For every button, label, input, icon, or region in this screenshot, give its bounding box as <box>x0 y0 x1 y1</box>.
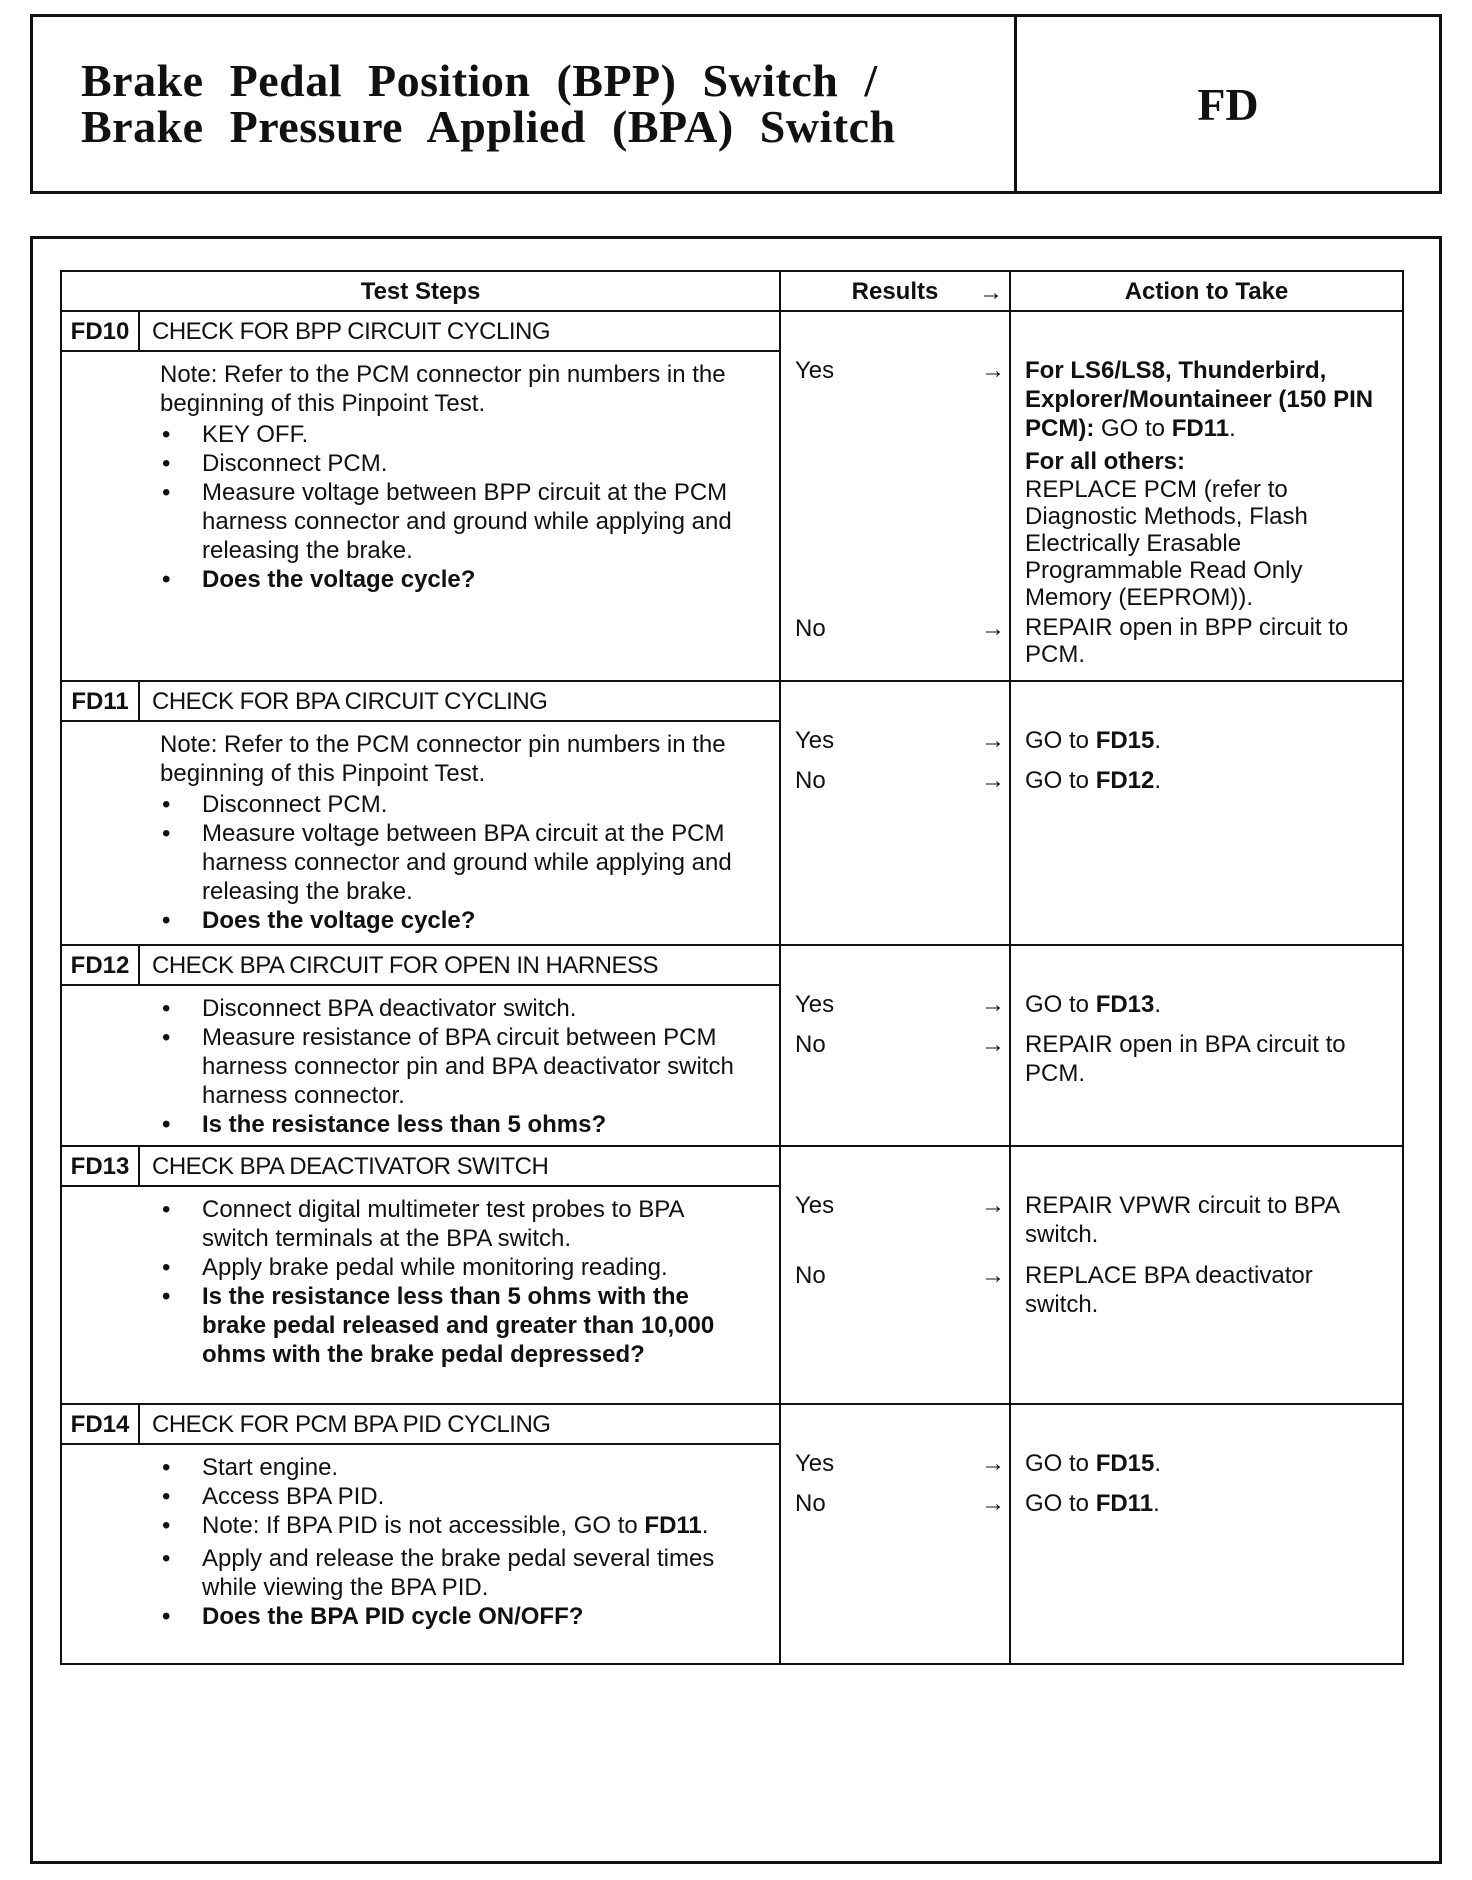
result-yes-label: Yes <box>795 357 835 384</box>
step-question: • Is the resistance less than 5 ohms with the brake pedal released and greater than 10,000 ohms with the brake pedal depressed? <box>160 1282 739 1369</box>
result-cell-fd14 <box>780 1404 1010 1664</box>
step-question: • Does the voltage cycle? <box>160 565 739 594</box>
action-no <box>1025 766 1378 795</box>
step-cell-fd13 <box>61 1146 780 1404</box>
action-no-text: GO to <box>1025 1490 1096 1517</box>
table-row <box>61 1404 1403 1664</box>
step-header <box>62 1405 779 1445</box>
note-end: . <box>701 1512 709 1539</box>
arrow-icon: → <box>981 1031 1005 1058</box>
result-yes-label: Yes <box>795 1192 835 1219</box>
step-question: • Is the resistance less than 5 ohms? <box>160 1110 739 1139</box>
result-no <box>781 1489 1009 1519</box>
page-title-line-2: Brake Pressure Applied (BPA) Switch <box>81 101 896 152</box>
title-area <box>33 17 1017 191</box>
step-bullets <box>160 420 739 594</box>
test-steps-table <box>60 270 1404 1665</box>
action-no-text: GO to <box>1025 767 1096 794</box>
table-row <box>61 1146 1403 1404</box>
table-row <box>61 945 1403 1146</box>
action-yes-text: GO to <box>1025 991 1096 1018</box>
step-header <box>62 946 779 986</box>
result-cell-fd12 <box>780 945 1010 1146</box>
step-id: FD11 <box>62 682 140 720</box>
arrow-icon: → <box>981 1262 1005 1289</box>
pinpoint-test-code: FD <box>1197 78 1259 130</box>
action-cell-fd14 <box>1010 1404 1403 1664</box>
list-item: • Disconnect PCM. <box>160 449 739 478</box>
result-no-label: No <box>795 1031 826 1058</box>
action-yes-ref: FD15 <box>1095 1450 1155 1477</box>
result-cell-fd11 <box>780 681 1010 945</box>
step-title: CHECK FOR PCM BPA PID CYCLING <box>152 1410 551 1438</box>
step-body <box>62 1187 779 1375</box>
result-yes-label: Yes <box>795 1450 835 1477</box>
step-id: FD13 <box>62 1147 140 1185</box>
action-yes <box>1025 726 1378 755</box>
arrow-icon: → <box>981 357 1005 384</box>
action-no: REPLACE BPA deactivator switch. <box>1025 1262 1313 1318</box>
result-no-label: No <box>795 1262 826 1289</box>
step-note: Note: Refer to the PCM connector pin numbers in the beginning of this Pinpoint Test. <box>160 731 726 787</box>
result-no-label: No <box>795 615 826 642</box>
arrow-icon: → <box>979 279 1003 306</box>
action-no-ref: FD11 <box>1095 1490 1154 1517</box>
result-no <box>781 766 1009 796</box>
action-yes-ref: FD15 <box>1095 727 1155 754</box>
action-cell-fd11 <box>1010 681 1403 945</box>
result-yes <box>781 990 1009 1020</box>
action-yes-end: . <box>1229 415 1236 442</box>
action-cell-fd12 <box>1010 945 1403 1146</box>
step-title: CHECK FOR BPA CIRCUIT CYCLING <box>152 687 548 715</box>
result-yes <box>781 1191 1009 1221</box>
result-no <box>781 1030 1009 1060</box>
step-bullets <box>160 994 739 1139</box>
list-item: • Apply and release the brake pedal several times while viewing the BPA PID. <box>160 1544 739 1602</box>
note-text: Note: If BPA PID is not accessible, GO to <box>202 1512 645 1539</box>
result-yes-label: Yes <box>795 727 835 754</box>
table-row <box>61 681 1403 945</box>
col-header-results <box>780 271 1010 311</box>
action-cell-fd10 <box>1010 311 1403 681</box>
step-cell-fd11 <box>61 681 780 945</box>
step-bullets <box>160 790 739 935</box>
list-item: • Access BPA PID. <box>160 1482 739 1511</box>
action-yes-end: . <box>1154 727 1162 754</box>
arrow-icon: → <box>981 991 1005 1018</box>
list-item <box>160 1511 739 1540</box>
action-others-condition: For all others: <box>1025 448 1186 475</box>
step-bullets <box>160 1453 739 1631</box>
step-id: FD14 <box>62 1405 140 1443</box>
step-bullets <box>160 1195 739 1369</box>
table-header-row <box>61 271 1403 311</box>
result-no-label: No <box>795 1490 826 1517</box>
step-id: FD10 <box>62 312 140 350</box>
arrow-icon: → <box>981 1192 1005 1219</box>
result-cell-fd13 <box>780 1146 1010 1404</box>
table-row <box>61 311 1403 681</box>
list-item: • Measure voltage between BPP circuit at the PCM harness connector and ground while applying and releasing the brake. <box>160 478 739 565</box>
page-title-line-1: Brake Pedal Position (BPP) Switch / <box>81 55 878 106</box>
action-yes-ref: FD13 <box>1095 991 1155 1018</box>
action-yes-text: GO to <box>1094 415 1172 442</box>
action-yes-end: . <box>1154 991 1162 1018</box>
step-cell-fd12 <box>61 945 780 1146</box>
list-item: • Disconnect BPA deactivator switch. <box>160 994 739 1023</box>
title-box <box>30 14 1442 194</box>
result-no <box>781 1261 1009 1291</box>
action-yes-condition: For LS6/LS8, Thunderbird, Explorer/Mountaineer (150 PIN PCM): <box>1025 357 1374 442</box>
result-no-label: No <box>795 767 826 794</box>
list-item: • KEY OFF. <box>160 420 739 449</box>
note-ref: FD11 <box>644 1512 702 1539</box>
action-yes-end: . <box>1154 1450 1162 1477</box>
col-header-action: Action to Take <box>1010 271 1403 311</box>
action-yes <box>1025 990 1378 1019</box>
result-yes <box>781 356 1009 386</box>
arrow-icon: → <box>981 1450 1005 1477</box>
step-body <box>62 986 779 1145</box>
step-body <box>62 352 779 600</box>
arrow-icon: → <box>981 727 1005 754</box>
result-yes <box>781 1449 1009 1479</box>
step-question: • Does the voltage cycle? <box>160 906 739 935</box>
step-id: FD12 <box>62 946 140 984</box>
list-item: • Measure resistance of BPA circuit between PCM harness connector pin and BPA deactivator switch harness connector. <box>160 1023 739 1110</box>
action-yes-text: GO to <box>1025 727 1096 754</box>
step-cell-fd10 <box>61 311 780 681</box>
step-cell-fd14 <box>61 1404 780 1664</box>
step-title: CHECK BPA CIRCUIT FOR OPEN IN HARNESS <box>152 951 659 979</box>
action-yes-text: GO to <box>1025 1450 1096 1477</box>
list-item: • Apply brake pedal while monitoring reading. <box>160 1253 739 1282</box>
arrow-icon: → <box>981 615 1005 642</box>
step-title: CHECK FOR BPP CIRCUIT CYCLING <box>152 317 551 345</box>
list-item: • Start engine. <box>160 1453 739 1482</box>
col-header-results-label: Results <box>851 277 939 305</box>
result-yes <box>781 726 1009 756</box>
action-no-ref: FD12 <box>1095 767 1155 794</box>
result-yes-label: Yes <box>795 991 835 1018</box>
list-item: • Connect digital multimeter test probes to BPA switch terminals at the BPA switch. <box>160 1195 739 1253</box>
action-no-end: . <box>1153 1490 1160 1517</box>
arrow-icon: → <box>981 767 1005 794</box>
list-item: • Disconnect PCM. <box>160 790 739 819</box>
list-item: • Measure voltage between BPA circuit at the PCM harness connector and ground while applying and releasing the brake. <box>160 819 739 906</box>
action-yes: REPAIR VPWR circuit to BPA switch. <box>1025 1192 1339 1248</box>
action-no <box>1025 1489 1378 1518</box>
step-title: CHECK BPA DEACTIVATOR SWITCH <box>152 1152 549 1180</box>
action-no: REPAIR open in BPP circuit to PCM. <box>1025 614 1349 668</box>
action-no-end: . <box>1154 767 1162 794</box>
step-header <box>62 1147 779 1187</box>
action-yes <box>1025 1449 1378 1478</box>
result-no <box>781 614 1009 644</box>
action-no: REPAIR open in BPA circuit to PCM. <box>1025 1031 1346 1087</box>
action-others-text: REPLACE PCM (refer to Diagnostic Methods, Flash Electrically Erasable Programmable Read Only Memory (EEPROM)). <box>1025 476 1308 611</box>
step-body <box>62 722 779 941</box>
step-header <box>62 682 779 722</box>
step-body <box>62 1445 779 1637</box>
result-cell-fd10 <box>780 311 1010 681</box>
action-yes <box>1025 356 1378 611</box>
arrow-icon: → <box>981 1490 1005 1517</box>
step-note: Note: Refer to the PCM connector pin numbers in the beginning of this Pinpoint Test. <box>160 361 726 417</box>
step-header <box>62 312 779 352</box>
step-question: • Does the BPA PID cycle ON/OFF? <box>160 1602 739 1631</box>
action-cell-fd13 <box>1010 1146 1403 1404</box>
action-yes-ref: FD11 <box>1171 415 1230 442</box>
col-header-test-steps: Test Steps <box>61 271 780 311</box>
